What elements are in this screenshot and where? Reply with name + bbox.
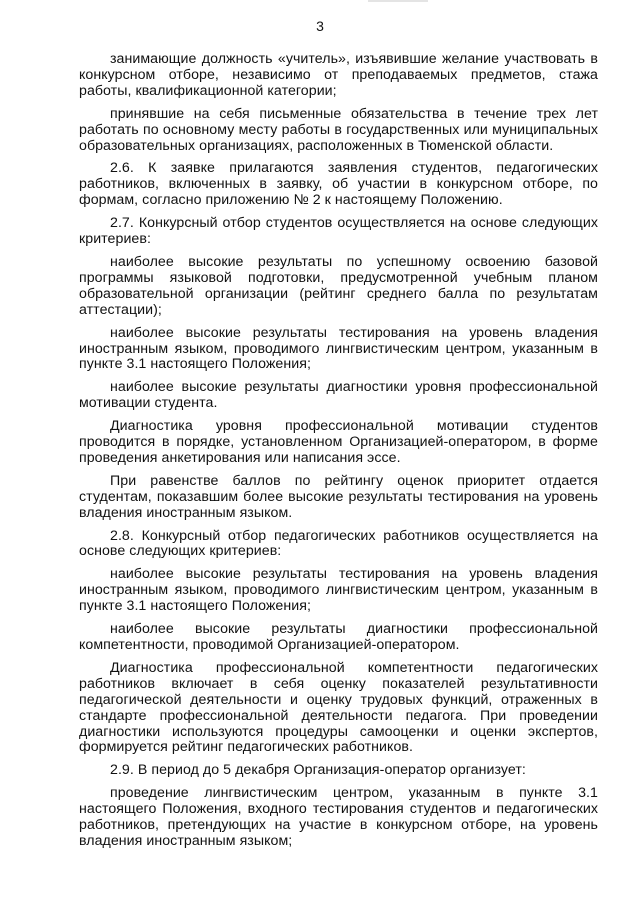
paragraph-tie-break: При равенстве баллов по рейтингу оценок приоритет отдается студентам, показавшим более высокие результаты тестирования на уровень владения иностранным языком.	[79, 472, 598, 521]
paragraph-eligibility-commitment: принявшие на себя письменные обязательства в течение трех лет работать по основному месту работы в государственных или муниципальных образовательных организациях, расположенных в Тюменской области.	[79, 105, 598, 154]
paragraph-competence-diagnostics: Диагностика профессиональной компетентности педагогических работников включает в себя оценку показателей результативности педагогической деятельности и оценку трудовых функций, отраженных в стандарте профессиональной деятельности педагога. При проведении диагностики используются процедуры самооценки и оценки экспертов, формируется рейтинг педагогических работников.	[79, 659, 598, 756]
paragraph-teacher-competence: наиболее высокие результаты диагностики профессиональной компетентности, проводимой Организацией-оператором.	[79, 621, 598, 653]
paragraph-2-8: 2.8. Конкурсный отбор педагогических работников осуществляется на основе следующих критериев:	[79, 527, 598, 560]
paragraph-criterion-program: наиболее высокие результаты по успешному освоению базовой программы языковой подготовки, предусмотренной учебным планом образовательной организации (рейтинг среднего балла по результатам аттестации);	[79, 253, 598, 318]
paragraph-eligibility-teacher: занимающие должность «учитель», изъявившие желание участвовать в конкурсном отборе, независимо от преподаваемых предметов, стажа работы, квалификационной категории;	[79, 51, 598, 99]
paragraph-2-9: 2.9. В период до 5 декабря Организация-оператор организует:	[110, 762, 526, 779]
paragraph-2-7: 2.7. Конкурсный отбор студентов осуществляется на основе следующих критериев:	[79, 215, 598, 248]
paragraph-entry-testing: проведение лингвистическим центром, указанным в пункте 3.1 настоящего Положения, входного тестирования студентов и педагогических работников, претендующих на участие в конкурсном отборе, на уровень владения иностранным языком;	[79, 785, 598, 849]
page-number: 3	[316, 18, 324, 34]
paragraph-motivation-diagnostics: Диагностика уровня профессиональной мотивации студентов проводится в порядке, установленном Организацией-оператором, в форме проведения анкетирования или написания эссе.	[79, 418, 598, 466]
scan-artifact	[368, 0, 428, 2]
paragraph-teacher-language-test: наиболее высокие результаты тестирования на уровень владения иностранным языком, проводимого лингвистическим центром, указанным в пункте 3.1 настоящего Положения;	[79, 566, 598, 615]
document-body	[79, 52, 598, 857]
paragraph-2-6: 2.6. К заявке прилагаются заявления студентов, педагогических работников, включенных в заявку, об участии в конкурсном отборе, по формам, согласно приложению № 2 к настоящему Положению.	[79, 160, 598, 209]
paragraph-criterion-language-test: наиболее высокие результаты тестирования на уровень владения иностранным языком, проводимого лингвистическим центром, указанным в пункте 3.1 настоящего Положения;	[79, 324, 598, 373]
paragraph-criterion-motivation: наиболее высокие результаты диагностики уровня профессиональной мотивации студента.	[79, 379, 598, 412]
